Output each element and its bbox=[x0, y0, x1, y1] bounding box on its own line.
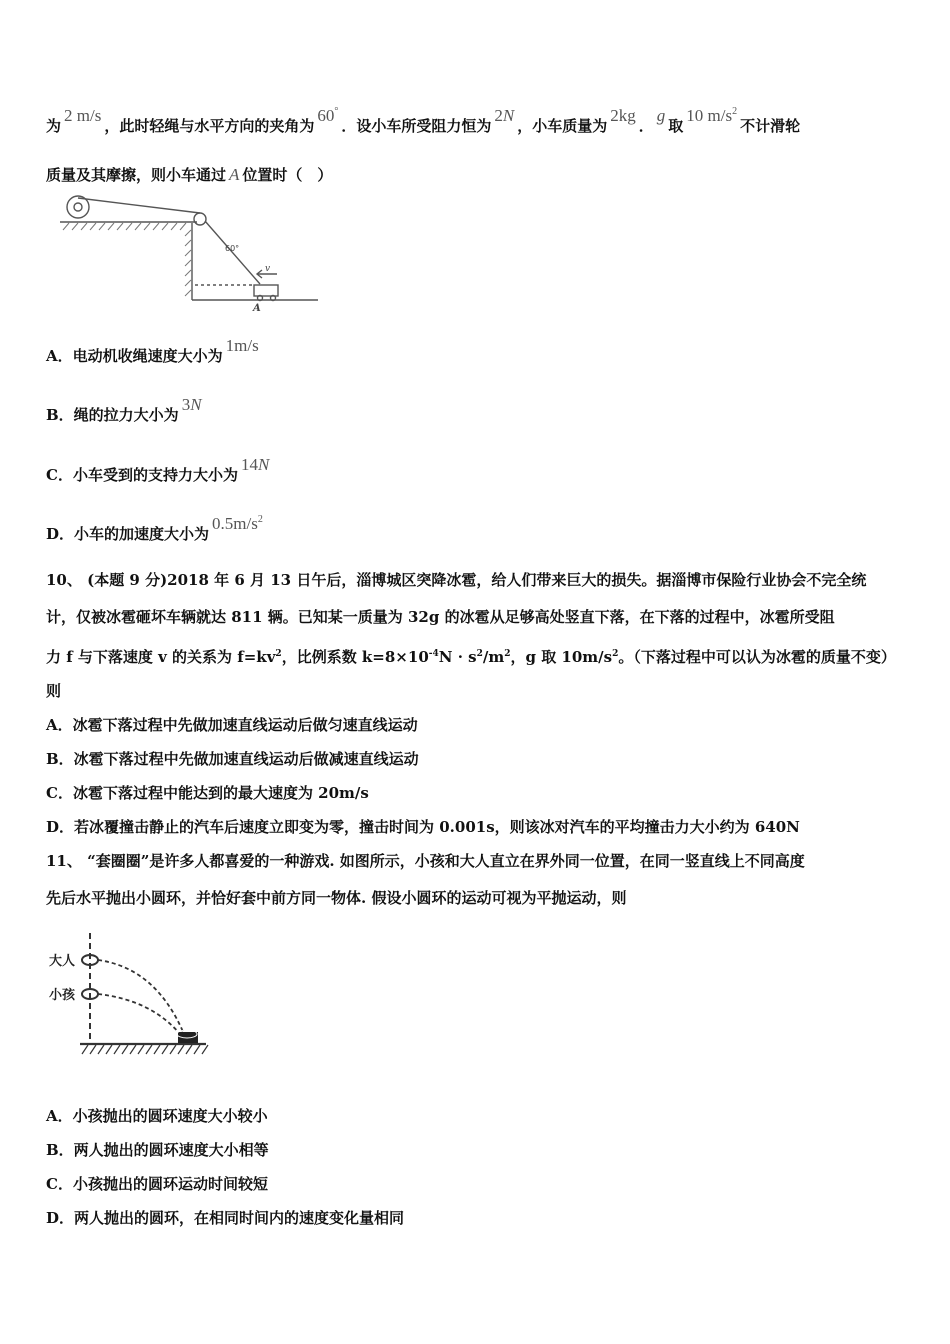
adult-trajectory bbox=[98, 960, 184, 1034]
option-math-value: 14 bbox=[240, 455, 258, 474]
q9-line1 bbox=[46, 106, 801, 136]
option-math: 1m/s bbox=[225, 336, 259, 355]
q9-text: ，此时轻绳与水平方向的夹角为 bbox=[104, 117, 315, 135]
q9-math-A: A bbox=[229, 165, 240, 184]
q10-line4: 则 bbox=[46, 682, 62, 700]
option-math-value: 0.5m/s bbox=[212, 514, 258, 533]
q9-text: ，小车质量为 bbox=[517, 117, 608, 135]
motor-inner bbox=[74, 203, 82, 211]
q9-text: 位置时（ ） bbox=[242, 166, 333, 184]
unit-n: N bbox=[257, 455, 270, 474]
cart-body bbox=[254, 285, 278, 296]
q9-text: ．设小车所受阻力恒为 bbox=[341, 117, 492, 135]
resistance-value: 2 bbox=[494, 106, 503, 125]
q9-math-g: g bbox=[656, 106, 666, 125]
q9-line2 bbox=[46, 165, 332, 185]
q10-line3 bbox=[46, 644, 896, 667]
q10-line1: 10、 (本题 9 分)2018 年 6 月 13 日午后，淄博城区突降冰雹，给人们带来巨大的损失。据淄博市保险行业协会不完全统 bbox=[46, 571, 867, 589]
option-label: B．绳的拉力大小为 bbox=[46, 406, 179, 424]
q9-option-a bbox=[46, 336, 262, 366]
point-a-label: A bbox=[253, 303, 261, 313]
option-math bbox=[209, 514, 266, 533]
q10-option-c: C．冰雹下落过程中能达到的最大速度为 20m/s bbox=[46, 784, 369, 802]
exponent: 2 bbox=[732, 106, 738, 117]
unit-n: N bbox=[502, 106, 515, 125]
q9-option-b bbox=[46, 395, 205, 425]
q11-ring-toss-figure bbox=[46, 928, 216, 1063]
q9-option-c bbox=[46, 455, 272, 485]
option-label: C．小车受到的支持力大小为 bbox=[46, 466, 238, 484]
degree-sign: ° bbox=[334, 106, 339, 117]
q10-option-b: B．冰雹下落过程中先做加速直线运动后做减速直线运动 bbox=[46, 750, 419, 768]
q9-text: 取 bbox=[668, 117, 684, 135]
superscript: -4 bbox=[428, 649, 439, 659]
option-label: A．电动机收绳速度大小为 bbox=[46, 347, 223, 365]
q11-option-a: A．小孩抛出的圆环速度大小较小 bbox=[46, 1107, 268, 1125]
q10-text: N · s bbox=[438, 648, 477, 666]
q10-option-d: D．若冰覆撞击静止的汽车后速度立即变为零，撞击时间为 0.001s，则该冰对汽车的平均撞击力大小约为 640N bbox=[46, 818, 800, 836]
unit-n: N bbox=[190, 395, 202, 414]
option-math bbox=[238, 455, 272, 474]
q9-text: 质量及其摩擦，则小车通过 bbox=[46, 166, 227, 184]
q9-math-mass: 2kg bbox=[610, 106, 636, 125]
q10-text: ，g 取 10m/s bbox=[510, 648, 613, 666]
q10-text: 力 f 与下落速度 v 的关系为 f=kv bbox=[46, 648, 276, 666]
velocity-label: v bbox=[265, 264, 271, 274]
q11-line1: 11、 “套圈圈”是许多人都喜爱的一种游戏. 如图所示，小孩和大人直立在界外同一位置，在同一竖直线上不同高度 bbox=[46, 852, 805, 870]
superscript: 2 bbox=[504, 649, 511, 659]
angle-label: 60° bbox=[225, 244, 240, 253]
q9-option-d bbox=[46, 514, 266, 544]
superscript: 2 bbox=[476, 649, 483, 659]
q9-math-angle bbox=[314, 106, 341, 125]
q11-line2: 先后水平抛出小圆环，并恰好套中前方同一物体. 假设小圆环的运动可视为平抛运动，则 bbox=[46, 889, 627, 907]
superscript: 2 bbox=[275, 649, 282, 659]
q9-pulley-figure bbox=[55, 188, 325, 313]
g-value: 10 m/s bbox=[686, 106, 733, 125]
superscript: 2 bbox=[612, 649, 619, 659]
child-label: 小孩 bbox=[49, 988, 76, 1003]
rope-horizontal bbox=[78, 198, 200, 213]
exponent: 2 bbox=[257, 514, 263, 525]
q11-option-b: B．两人抛出的圆环速度大小相等 bbox=[46, 1141, 269, 1159]
option-math-value: 3 bbox=[181, 395, 191, 414]
q11-option-d: D．两人抛出的圆环，在相同时间内的速度变化量相同 bbox=[46, 1209, 405, 1227]
q9-math-speed: 2 m/s bbox=[64, 106, 102, 125]
pulley bbox=[194, 213, 206, 225]
q10-text: ，比例系数 k=8×10 bbox=[281, 648, 429, 666]
q10-option-a: A．冰雹下落过程中先做加速直线运动后做匀速直线运动 bbox=[46, 716, 418, 734]
q9-text: 不计滑轮 bbox=[740, 117, 801, 135]
option-math bbox=[179, 395, 205, 414]
q10-text: 。（下落过程中可以认为冰雹的质量不变） bbox=[618, 648, 896, 666]
q9-math-resistance bbox=[491, 106, 517, 125]
q9-text: 为 bbox=[46, 117, 62, 135]
q10-line2: 计，仅被冰雹砸坏车辆就达 811 辆。已知某一质量为 32g 的冰雹从足够高处竖直下落，在下落的过程中，冰雹所受阻 bbox=[46, 608, 835, 626]
child-trajectory bbox=[98, 994, 180, 1034]
adult-label: 大人 bbox=[49, 954, 76, 969]
angle-value: 60 bbox=[317, 106, 335, 125]
q9-math-gvalue bbox=[683, 106, 740, 125]
q10-text: /m bbox=[482, 648, 505, 666]
q9-text: ． bbox=[638, 117, 654, 135]
option-label: D．小车的加速度大小为 bbox=[46, 525, 210, 543]
q11-option-c: C．小孩抛出的圆环运动时间较短 bbox=[46, 1175, 268, 1193]
